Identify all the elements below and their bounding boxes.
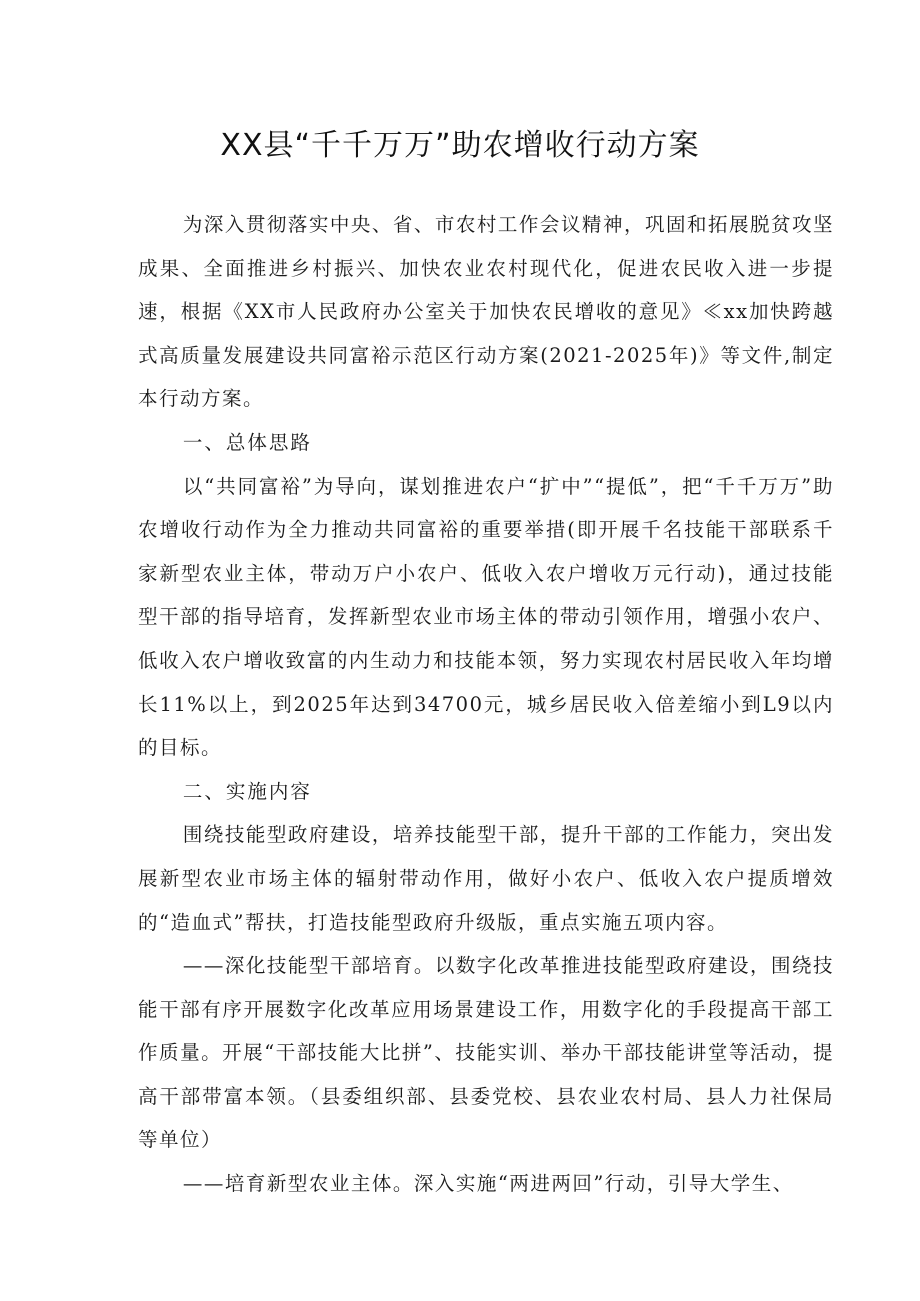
section-heading-overall-approach: 一、总体思路 [182, 430, 312, 454]
overall-approach-paragraph: 以“共同富裕”为导向，谋划推进农户“扩中”“提低”，把“千千万万”助农增收行动作为全力推动共同富裕的重要举措(即开展千名技能干部联系千家新型农业主体，带动万户小农户、低收入农户增收万元行动)，通过技能型干部的指导培育，发挥新型农业市场主体的带动引领作用，增强小农户、低收入农户增收致富的内生动力和技能本领，努力实现农村居民收入年均增长11%以上，到2025年达到34700元，城乡居民收入倍差缩小到L9以内的目标。 [138, 474, 834, 760]
implementation-item-new-agri-entities: ——培育新型农业主体。深入实施“两进两回”行动，引导大学生、 [182, 1172, 794, 1196]
implementation-paragraph: 围绕技能型政府建设，培养技能型干部，提升干部的工作能力，突出发展新型农业市场主体的辐射带动作用，做好小农户、低收入农户提质增效的“造血式”帮扶，打造技能型政府升级版，重点实施五项内容。 [138, 823, 834, 934]
intro-paragraph: 为深入贯彻落实中央、省、市农村工作会议精神，巩固和拓展脱贫攻坚成果、全面推进乡村振兴、加快农业农村现代化，促进农民收入进一步提速，根据《XX市人民政府办公室关于加快农民增收的意见》≪xx加快跨越式高质量发展建设共同富裕示范区行动方案(2021-2025年)》等文件,制定本行动方案。 [138, 213, 834, 411]
implementation-item-cadre-training: ——深化技能型干部培育。以数字化改革推进技能型政府建设，围绕技能干部有序开展数字化改革应用场景建设工作，用数字化的手段提高干部工作质量。开展“干部技能大比拼”、技能实训、举办干部技能讲堂等活动，提高干部带富本领。（县委组织部、县委党校、县农业农村局、县人力社保局等单位） [138, 954, 834, 1152]
section-heading-implementation: 二、实施内容 [182, 779, 312, 803]
document-title: XX县“千千万万”助农增收行动方案 [220, 128, 700, 163]
document-body [138, 203, 834, 1206]
